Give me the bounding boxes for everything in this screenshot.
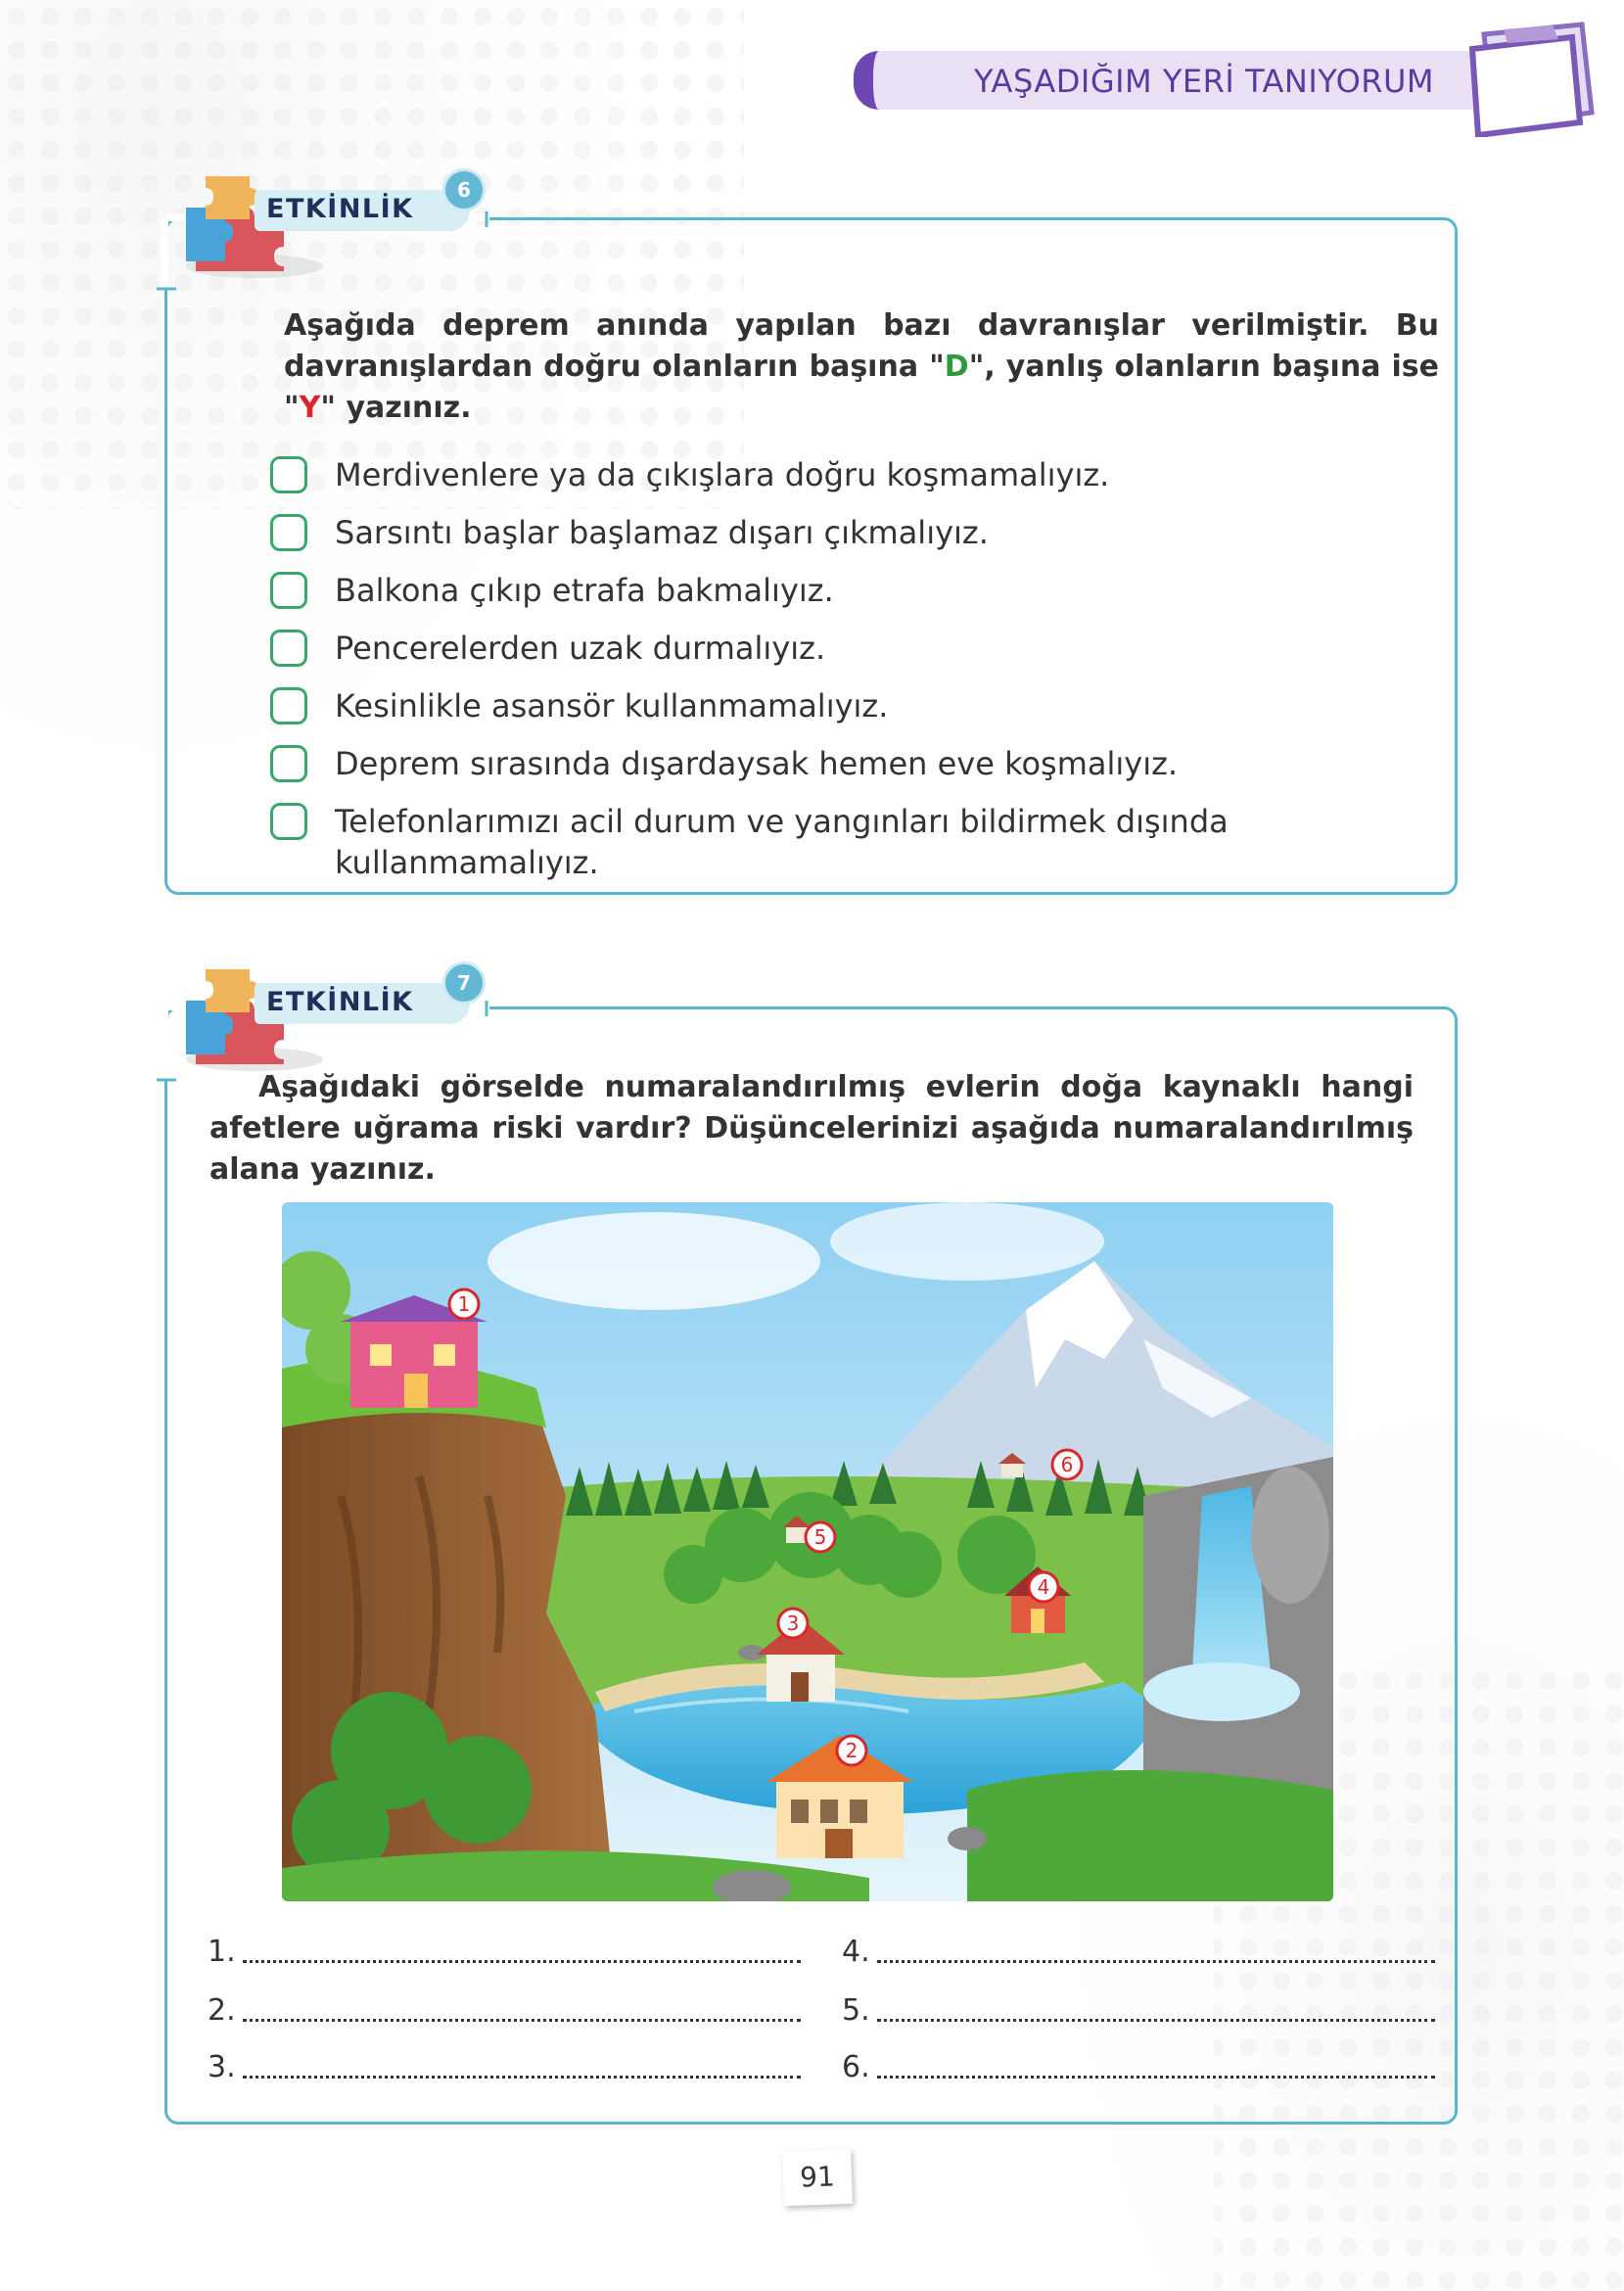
page-number: 91 (782, 2149, 853, 2206)
statement-text: Merdivenlere ya da çıkışlara doğru koşmamalıyız. (335, 456, 1110, 493)
answer-checkbox[interactable] (270, 745, 307, 782)
answer-field[interactable] (877, 2076, 1435, 2079)
landscape-drawing (282, 1202, 1333, 1901)
answer-number: 5. (842, 1993, 870, 2028)
statement-text: Deprem sırasında dışardaysak hemen eve koşmalıyız. (335, 745, 1179, 782)
svg-text:2: 2 (845, 1739, 858, 1762)
answer-number: 1. (208, 1935, 236, 1969)
frame-tick (157, 1075, 176, 1085)
answer-number: 6. (842, 2050, 870, 2084)
answer-checkbox[interactable] (270, 456, 307, 493)
activity-label: ETKİNLİK (266, 987, 414, 1017)
statement-text: Pencerelerden uzak durmalıyız. (335, 630, 826, 667)
activity-7-badge (176, 961, 499, 1079)
svg-text:3: 3 (786, 1612, 800, 1635)
house-marker (806, 1522, 835, 1552)
statement-text: Telefonlarımızı acil durum ve yangınları bildirmek dışında kullanmamalıyız. (335, 803, 1229, 881)
statement-text: Balkona çıkıp etrafa bakmalıyız. (335, 572, 834, 609)
statement-text: Sarsıntı başlar başlamaz dışarı çıkmalıyız. (335, 514, 989, 551)
answer-field[interactable] (243, 2076, 801, 2079)
answer-number: 3. (208, 2050, 236, 2084)
activity-number: 7 (442, 961, 486, 1005)
landscape-illustration (282, 1202, 1333, 1901)
answer-number: 4. (842, 1935, 870, 1969)
activity-6-badge (176, 168, 499, 286)
svg-text:6: 6 (1060, 1453, 1074, 1476)
answer-checkbox[interactable] (270, 514, 307, 551)
house-marker (778, 1609, 808, 1638)
answer-number: 2. (208, 1993, 236, 2028)
svg-text:1: 1 (457, 1292, 471, 1316)
activity-6-instruction: Aşağıda deprem anında yapılan bazı davranışlar verilmiştir. Bu davranışlardan doğru olanların başına "D", yanlış olanların başına ise "Y" yazınız. (284, 308, 1439, 425)
svg-text:4: 4 (1037, 1575, 1050, 1599)
answer-checkbox[interactable] (270, 687, 307, 725)
activity-label: ETKİNLİK (266, 194, 414, 224)
book-icon (1464, 20, 1611, 137)
answer-field[interactable] (243, 2019, 801, 2022)
house-marker (837, 1736, 866, 1765)
house-marker (449, 1289, 479, 1319)
house-marker (1029, 1572, 1058, 1602)
house-marker (1052, 1450, 1082, 1479)
svg-text:5: 5 (813, 1525, 827, 1549)
frame-tick (157, 284, 176, 294)
answer-field[interactable] (243, 1960, 801, 1963)
unit-title: YAŞADIĞIM YERİ TANIYORUM (973, 63, 1435, 100)
activity-7-instruction: Aşağıdaki görselde numaralandırılmış evlerin doğa kaynaklı hangi afetlere uğrama riski vardır? Düşüncelerinizi aşağıda numaralandırılmış alana yazınız. (209, 1070, 1414, 1187)
answer-field[interactable] (877, 2019, 1435, 2022)
answer-checkbox[interactable] (270, 572, 307, 609)
answer-checkbox[interactable] (270, 803, 307, 840)
activity-number: 6 (442, 168, 486, 211)
answer-checkbox[interactable] (270, 630, 307, 667)
answer-field[interactable] (877, 1960, 1435, 1963)
statement-text: Kesinlikle asansör kullanmamalıyız. (335, 687, 889, 725)
